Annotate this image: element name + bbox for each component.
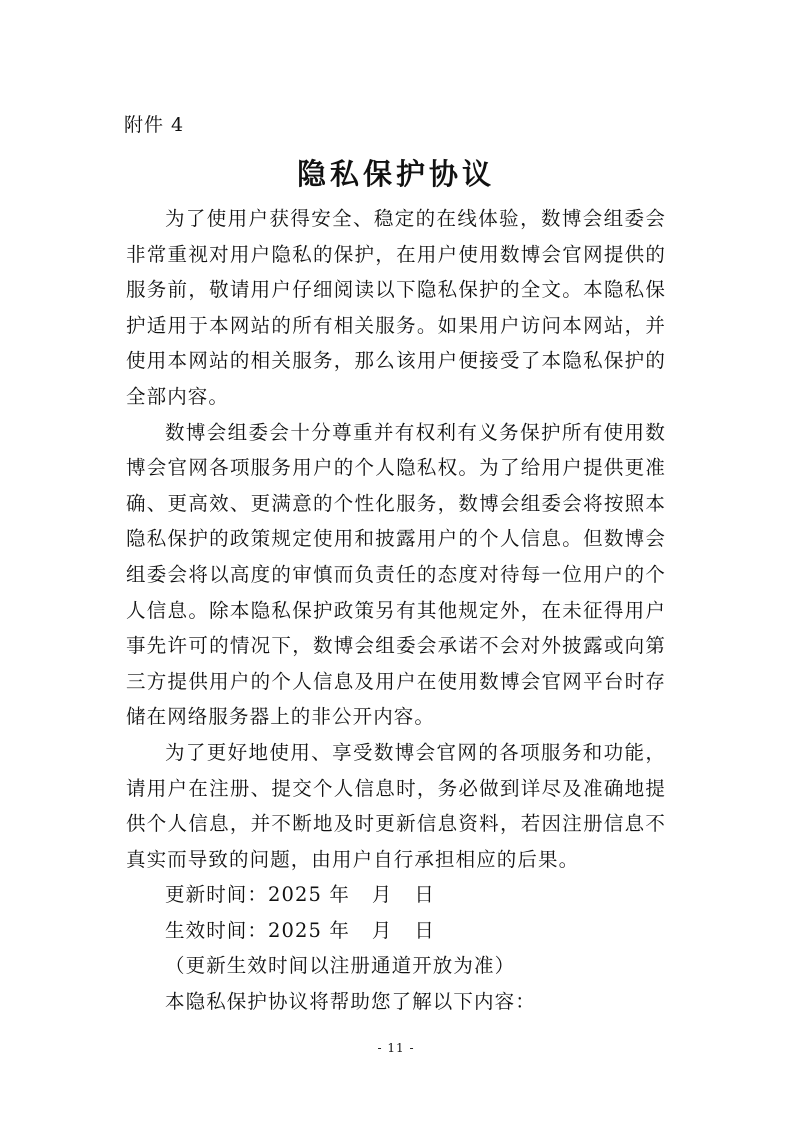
page-number: - 11 -: [377, 1041, 415, 1055]
updated-time: 更新时间：2025 年 月 日: [165, 883, 435, 907]
effective-time-note: （更新生效时间以注册通道开放为准）: [165, 954, 516, 978]
document-body: [126, 201, 666, 1020]
paragraph-intro: 为了使用户获得安全、稳定的在线体验，数博会组委会非常重视对用户隐私的保护，在用户使用数博会官网提供的服务前，敬请用户仔细阅读以下隐私保护的全文。本隐私保护适用于本网站的所有相关服务。如果用户访问本网站，并使用本网站的相关服务，那么该用户便接受了本隐私保护的全部内容。: [126, 207, 666, 408]
effective-time: 生效时间：2025 年 月 日: [165, 918, 435, 942]
agreement-intro-line: 本隐私保护协议将帮助您了解以下内容：: [165, 990, 536, 1014]
document-title: 隐私保护协议: [296, 157, 495, 191]
attachment-label: 附件 4: [124, 114, 185, 136]
paragraph-user-responsibility: 为了更好地使用、享受数博会官网的各项服务和功能，请用户在注册、提交个人信息时，务必做到详尽及准确地提供个人信息，并不断地及时更新信息资料，若因注册信息不真实而导致的问题，由用户自行承担相应的后果。: [126, 740, 666, 871]
paragraph-privacy-commitment: 数博会组委会十分尊重并有权利有义务保护所有使用数博会官网各项服务用户的个人隐私权。为了给用户提供更准确、更高效、更满意的个性化服务，数博会组委会将按照本隐私保护的政策规定使用和披露用户的个人信息。但数博会组委会将以高度的审慎而负责任的态度对待每一位用户的个人信息。除本隐私保护政策另有其他规定外，在未征得用户事先许可的情况下，数博会组委会承诺不会对外披露或向第三方提供用户的个人信息及用户在使用数博会官网平台时存储在网络服务器上的非公开内容。: [126, 420, 666, 729]
